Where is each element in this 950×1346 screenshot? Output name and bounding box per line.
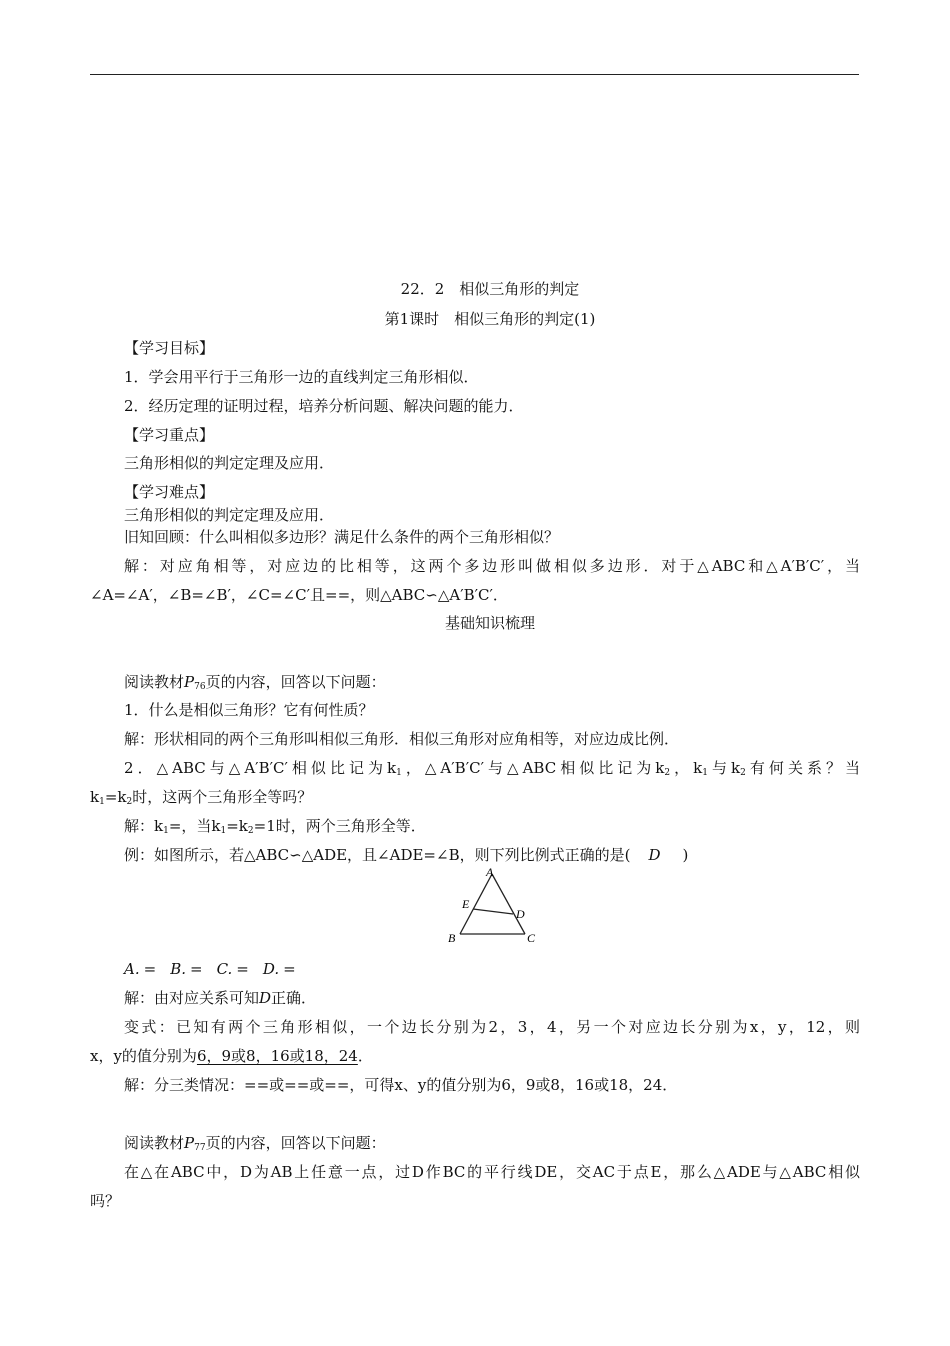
basics-heading: 基础知识梳理 (444, 614, 535, 632)
difficulties-label: 【学习难点】 (124, 483, 215, 501)
side-ac (492, 874, 525, 934)
part2-question-line2: 吗？ (90, 1192, 121, 1210)
difficulties-text: 三角形相似的判定定理及应用． (124, 506, 335, 524)
reading-instruction-2: 阅读教材$P_{77}$页的内容，回答以下问题： (124, 1134, 386, 1153)
reading-instruction-post: 页的内容，回答以下问题： (205, 673, 386, 691)
option-a: A. (124, 960, 140, 978)
example-answer: D (648, 846, 661, 864)
variant-question-line2: x，y的值分别为6，9或8，16或18，24． (90, 1047, 373, 1065)
review-answer-line1: 解：对应角相等，对应边的比相等，这两个多边形叫做相似多边形．对于△ABC和△A′B′C′，当 (124, 557, 860, 575)
option-d: D. (262, 960, 280, 978)
variant-question-line1: 变式：已知有两个三角形相似，一个边长分别为2，3，4，另一个对应边长分别为x，y，12，则 (124, 1018, 860, 1036)
label-c: C (527, 931, 536, 945)
section-title: 22．2 相似三角形的判定 (400, 280, 580, 298)
reading-instruction-pre: 阅读教材 (124, 673, 185, 691)
reading-instruction-1 (90, 672, 860, 692)
key-points-text: 三角形相似的判定定理及应用． (124, 454, 335, 472)
label-d: D (516, 907, 525, 921)
answer-1: 解：形状相同的两个三角形叫相似三角形．相似三角形对应角相等，对应边成比例． (124, 730, 680, 748)
lesson-subtitle: 第1课时 相似三角形的判定(1) (384, 310, 596, 328)
example-question: 例：如图所示，若△ABC∽△ADE，且∠ADE=∠B，则下列比例式正确的是( D ) (124, 846, 689, 864)
answer-2: 解：$k_1=$，当$k_1=k_2=1$时，两个三角形全等． (124, 817, 426, 836)
option-c: C. (216, 960, 233, 978)
header-rule (90, 74, 859, 75)
page-ref-number: 76 (194, 682, 206, 692)
review-question: 旧知回顾：什么叫相似多边形？满足什么条件的两个三角形相似？ (124, 528, 560, 546)
review-answer-line2: ∠A=∠A′，∠B=∠B′，∠C=∠C′且==，则△ABC∽△A′B′C′． (90, 586, 508, 604)
variant-answer: 6，9或8，16或18，24 (196, 1047, 358, 1065)
example-options: A. = B. = C. = D. = (124, 960, 296, 978)
key-points-label: 【学习重点】 (124, 426, 215, 444)
page-ref-p: P (184, 673, 195, 691)
label-b: B (448, 931, 456, 945)
option-b: B. (170, 960, 186, 978)
question-2-line1: 2．△ABC与△A′B′C′相似比记为$k_1$，△A′B′C′与△ABC相似比记为$k_2$，$k_1$与$k_2$有何关系？当 (124, 759, 861, 778)
goals-label: 【学习目标】 (124, 339, 215, 357)
goal-item-2: 2．经历定理的证明过程，培养分析问题、解决问题的能力． (124, 397, 524, 415)
label-e: E (462, 897, 470, 911)
question-2-line2: $k_1=k_2$时，这两个三角形全等吗？ (90, 788, 313, 807)
label-a: A (486, 865, 494, 879)
goal-item-1: 1．学会用平行于三角形一边的直线判定三角形相似． (124, 368, 479, 386)
example-solution: 解：由对应关系可知D正确． (124, 989, 317, 1007)
part2-question-line1: 在△在ABC中，D为AB上任意一点，过D作BC的平行线DE，交AC于点E，那么△ADE与△ABC相似 (124, 1163, 860, 1181)
segment-ed (473, 909, 513, 914)
variant-solution: 解：分三类情况：==或==或==，可得x、y的值分别为6，9或8，16或18，24． (124, 1076, 678, 1094)
question-1: 1．什么是相似三角形？它有何性质？ (124, 701, 374, 719)
triangle-figure (440, 864, 550, 946)
